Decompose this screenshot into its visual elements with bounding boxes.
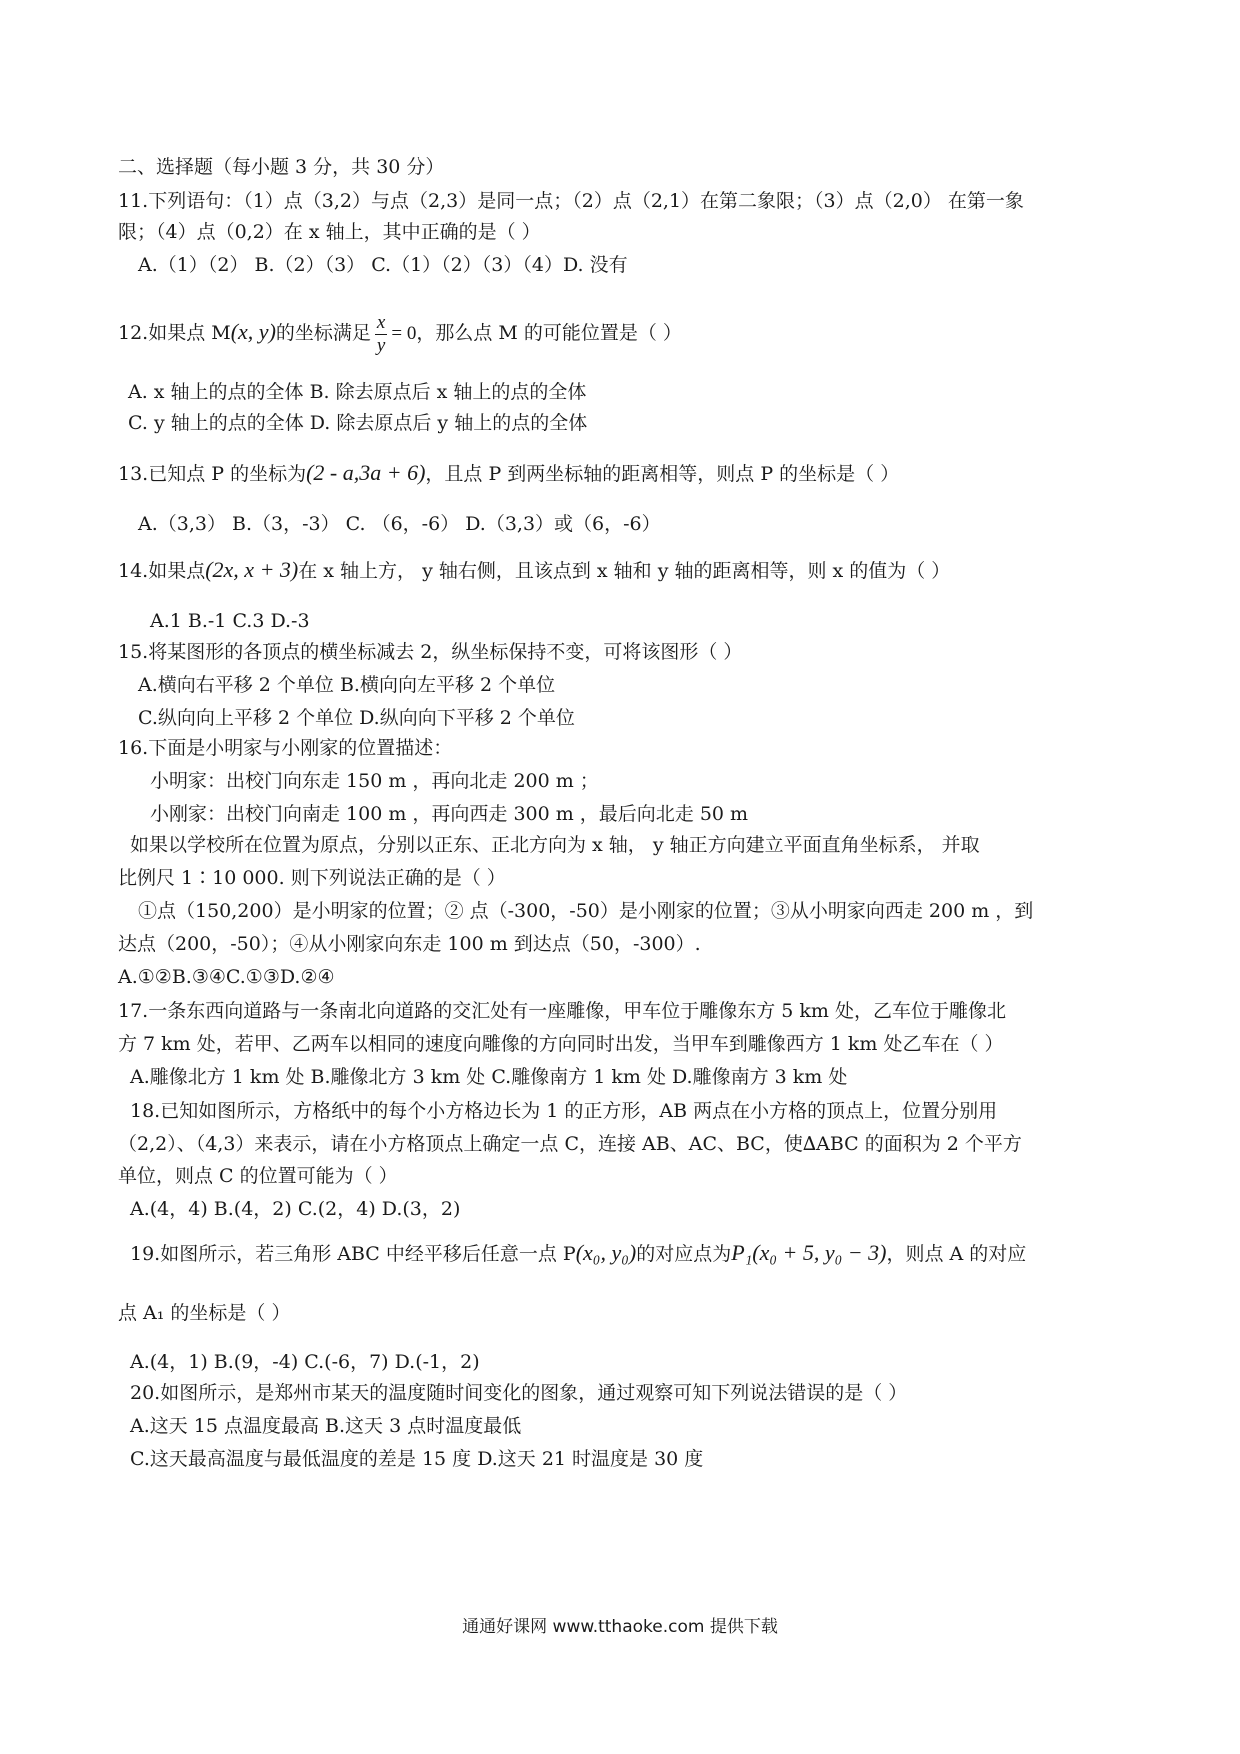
q20-options-ab: A.这天 15 点温度最高 B.这天 3 点时温度最低 — [130, 1415, 522, 1437]
q16-stem: 16.下面是小明家与小刚家的位置描述： — [118, 737, 453, 759]
section-title: 二、选择题（每小题 3 分，共 30 分） — [118, 156, 445, 178]
q12-point: (x, y) — [230, 319, 276, 344]
q19-prefix: 19.如图所示，若三角形 ABC 中经平移后任意一点 P — [130, 1243, 576, 1265]
q19-suffix: ，则点 A 的对应 — [886, 1243, 1027, 1265]
q11-stem-line1: 11.下列语句：（1）点（3,2）与点（2,3）是同一点；（2）点（2,1）在第二象限；（3）点（2,0） 在第一象 — [118, 190, 1024, 212]
q12-eq: = 0 — [391, 323, 417, 344]
q12-prefix: 12.如果点 M — [118, 322, 231, 344]
q18-stem-line1: 18.已知如图所示，方格纸中的每个小方格边长为 1 的正方形，AB 两点在小方格的顶点上，位置分别用 — [130, 1100, 998, 1122]
q13-stem — [118, 461, 899, 486]
q12-frac-den: y — [376, 334, 386, 356]
q17-stem-line2: 方 7 km 处，若甲、乙两车以相同的速度向雕像的方向同时出发，当甲车到雕像西方 1 km 处乙车在（ ） — [118, 1033, 1004, 1055]
q12-mid: 的坐标满足 — [275, 322, 371, 344]
q19-mid: 的对应点为 — [636, 1243, 732, 1265]
q17-options: A.雕像北方 1 km 处 B.雕像北方 3 km 处 C.雕像南方 1 km 处 D.雕像南方 3 km 处 — [130, 1066, 848, 1088]
q12-fraction — [375, 312, 387, 357]
q15-options-cd: C.纵向向上平移 2 个单位 D.纵向向下平移 2 个单位 — [138, 707, 575, 729]
q18-stem-line2: （2,2）、（4,3）来表示，请在小方格顶点上确定一点 C，连接 AB、AC、BC，使∆ABC 的面积为 2 个平方 — [118, 1133, 1022, 1155]
q11-options: A.（1）（2） B.（2）（3） C.（1）（2）（3）（4）D. 没有 — [138, 254, 628, 276]
q16-statements-line1: ①点（150,200）是小明家的位置；② 点（-300，-50）是小刚家的位置；③从小明家向西走 200 m ，到 — [138, 900, 1034, 922]
q19-stem-line2: 点 A₁ 的坐标是（ ） — [118, 1302, 291, 1324]
q19-p1: P₁(x₀ + 5, y₀ − 3) — [731, 1240, 887, 1265]
q20-options-cd: C.这天最高温度与最低温度的差是 15 度 D.这天 21 时温度是 30 度 — [130, 1448, 704, 1470]
q14-prefix: 14.如果点 — [118, 560, 206, 582]
q13-options: A.（3,3） B.（3，-3） C. （6，-6） D.（3,3）或（6，-6） — [138, 513, 661, 535]
q12-suffix: ，那么点 M 的可能位置是（ ） — [416, 322, 682, 344]
q12-stem — [118, 308, 682, 358]
q15-options-ab: A.横向右平移 2 个单位 B.横向向左平移 2 个单位 — [138, 674, 556, 696]
footer-source: 通通好课网 www.tthaoke.com 提供下载 — [462, 1617, 778, 1637]
q14-point: (2x, x + 3) — [205, 557, 299, 582]
q19-stem-line1 — [130, 1241, 1026, 1266]
q20-stem: 20.如图所示，是郑州市某天的温度随时间变化的图象，通过观察可知下列说法错误的是（ ） — [130, 1382, 908, 1404]
q12-options-ab: A. x 轴上的点的全体 B. 除去原点后 x 轴上的点的全体 — [128, 381, 587, 403]
q13-prefix: 13.已知点 P 的坐标为 — [118, 463, 307, 485]
q17-stem-line1: 17.一条东西向道路与一条南北向道路的交汇处有一座雕像，甲车位于雕像东方 5 km 处，乙车位于雕像北 — [118, 1000, 1006, 1022]
q15-stem: 15.将某图形的各顶点的横坐标减去 2，纵坐标保持不变，可将该图形（ ） — [118, 641, 743, 663]
q19-point: (x₀, y₀) — [575, 1240, 637, 1265]
q18-stem-line3: 单位，则点 C 的位置可能为（ ） — [118, 1165, 398, 1187]
q14-stem — [118, 558, 950, 583]
q19-options: A.(4，1) B.(9，-4) C.(-6，7) D.(-1，2) — [130, 1351, 480, 1373]
q16-condition-line2: 比例尺 1∶10 000. 则下列说法正确的是（ ） — [118, 867, 506, 889]
q12-frac-num: x — [376, 311, 386, 333]
q16-ming: 小明家：出校门向东走 150 m ，再向北走 200 m ； — [150, 770, 599, 792]
q16-options: A.①②B.③④C.①③D.②④ — [118, 966, 335, 988]
q16-statements-line2: 达点（200，-50）；④从小刚家向东走 100 m 到达点（50，-300）. — [118, 933, 701, 955]
q14-options: A.1 B.-1 C.3 D.-3 — [150, 610, 310, 632]
q18-options: A.(4，4) B.(4，2) C.(2，4) D.(3，2) — [130, 1198, 461, 1220]
q16-gang: 小刚家：出校门向南走 100 m ，再向西走 300 m ，最后向北走 50 m — [150, 803, 749, 825]
q16-condition-line1: 如果以学校所在位置为原点，分别以正东、正北方向为 x 轴， y 轴正方向建立平面直角坐标系， 并取 — [130, 834, 980, 856]
q13-point: (2 - a,3a + 6) — [306, 460, 426, 485]
q11-stem-line2: 限；（4）点（0,2）在 x 轴上，其中正确的是（ ） — [118, 221, 541, 243]
q12-options-cd: C. y 轴上的点的全体 D. 除去原点后 y 轴上的点的全体 — [128, 412, 588, 434]
q13-suffix: ，且点 P 到两坐标轴的距离相等，则点 P 的坐标是（ ） — [425, 463, 900, 485]
q14-suffix: 在 x 轴上方， y 轴右侧，且该点到 x 轴和 y 轴的距离相等，则 x 的值为（ ） — [298, 560, 951, 582]
